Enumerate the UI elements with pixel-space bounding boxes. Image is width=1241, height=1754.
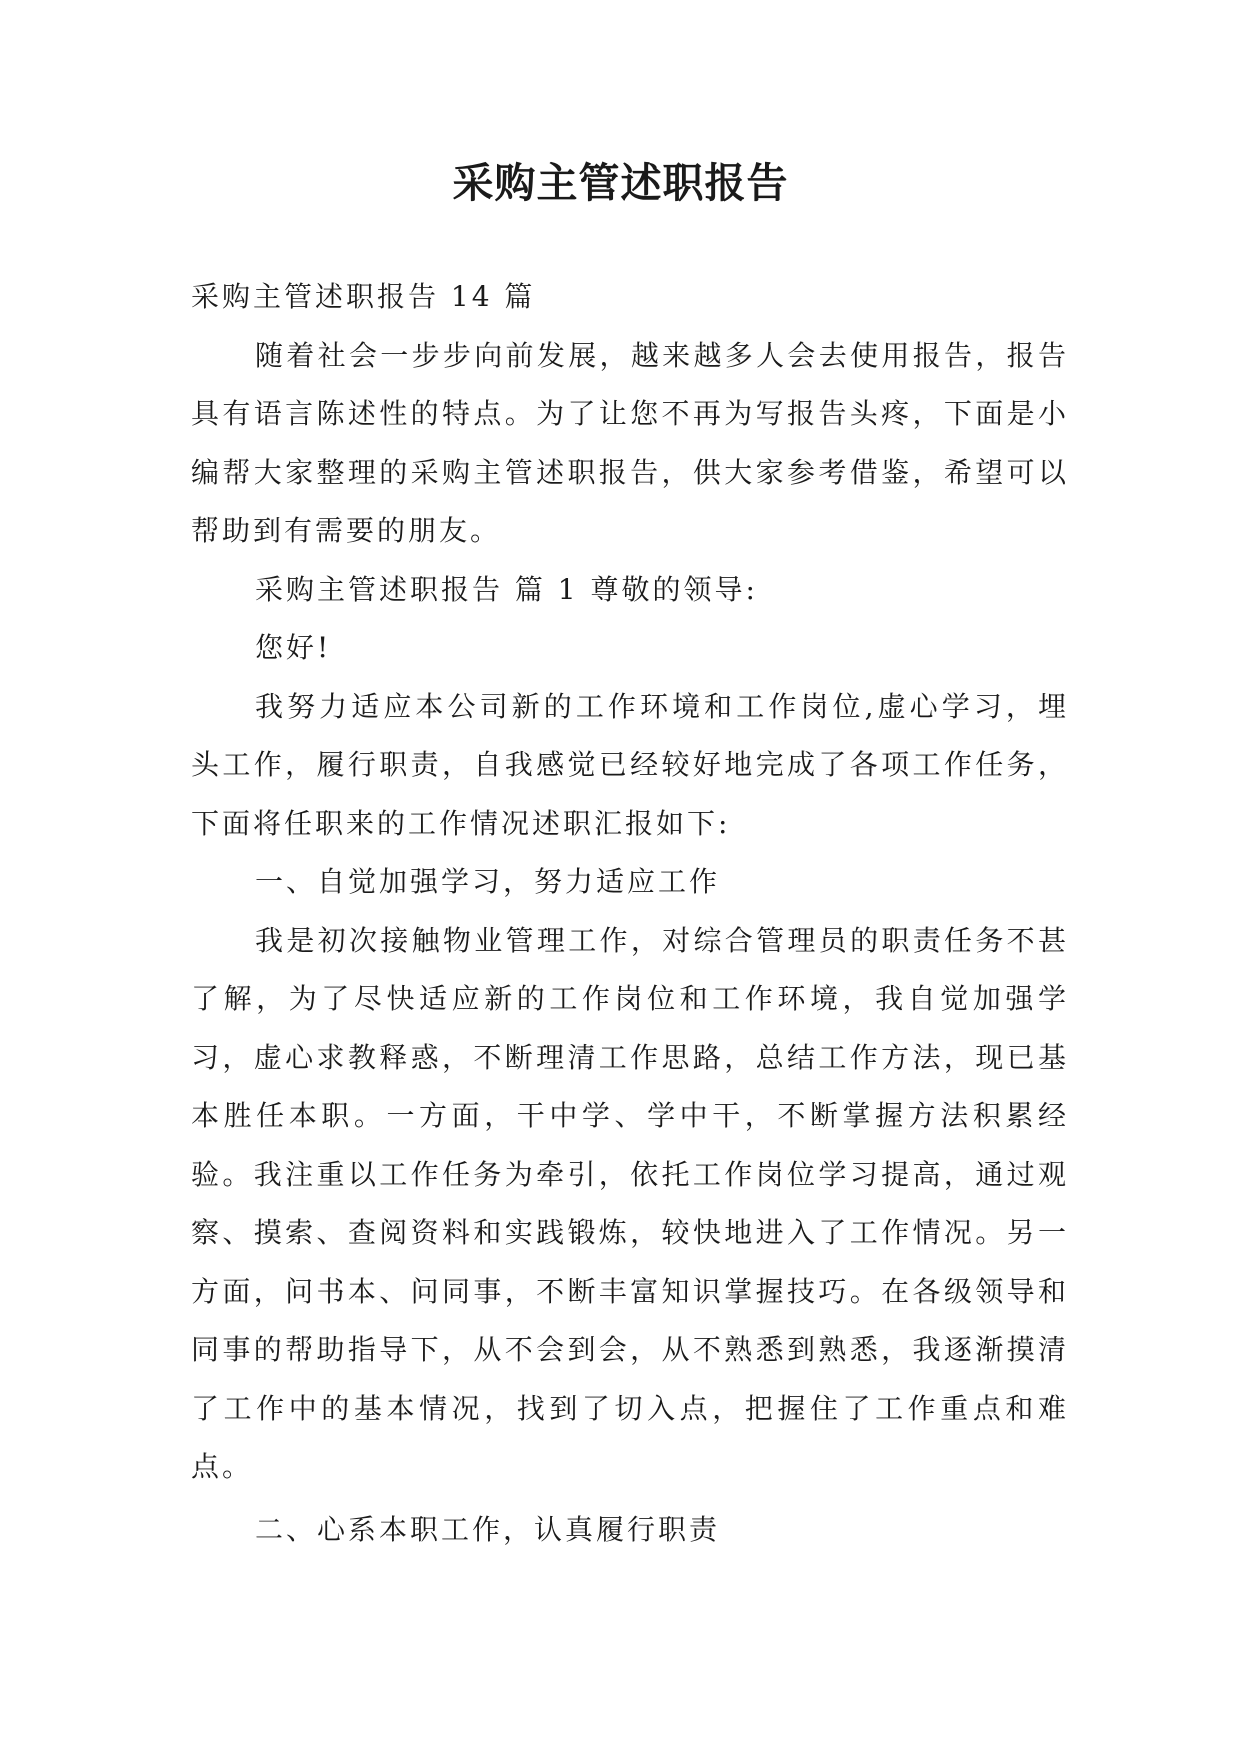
subtitle-line: 采购主管述职报告 14 篇 xyxy=(191,280,536,313)
section-heading-2: 二、心系本职工作，认真履行职责 xyxy=(255,1512,721,1546)
document-body xyxy=(191,268,1069,1559)
document-title: 采购主管述职报告 xyxy=(452,159,789,207)
section-1-paragraph: 我是初次接触物业管理工作，对综合管理员的职责任务不甚了解，为了尽快适应新的工作岗位和工作环境，我自觉加强学习，虚心求教释惑，不断理清工作思路，总结工作方法，现已基本胜任本职。一方面，干中学、学中干，不断掌握方法积累经验。我注重以工作任务为牵引，依托工作岗位学习提高，通过观察、摸索、查阅资料和实践锻炼，较快地进入了工作情况。另一方面，问书本、问同事，不断丰富知识掌握技巧。在各级领导和同事的帮助指导下，从不会到会，从不熟悉到熟悉，我逐渐摸清了工作中的基本情况，找到了切入点，把握住了工作重点和难点。 xyxy=(191,923,1069,1483)
intro-paragraph: 随着社会一步步向前发展，越来越多人会去使用报告，报告具有语言陈述性的特点。为了让您不再为写报告头疼，下面是小编帮大家整理的采购主管述职报告，供大家参考借鉴，希望可以帮助到有需要的朋友。 xyxy=(191,338,1069,547)
opening-paragraph: 我努力适应本公司新的工作环境和工作岗位,虚心学习，埋头工作，履行职责，自我感觉已经较好地完成了各项工作任务，下面将任职来的工作情况述职汇报如下: xyxy=(191,689,1069,840)
section-heading-part-1: 采购主管述职报告 篇 1 尊敬的领导: xyxy=(255,572,758,606)
greeting: 您好! xyxy=(255,631,332,664)
section-heading-1: 一、自觉加强学习，努力适应工作 xyxy=(255,865,721,898)
